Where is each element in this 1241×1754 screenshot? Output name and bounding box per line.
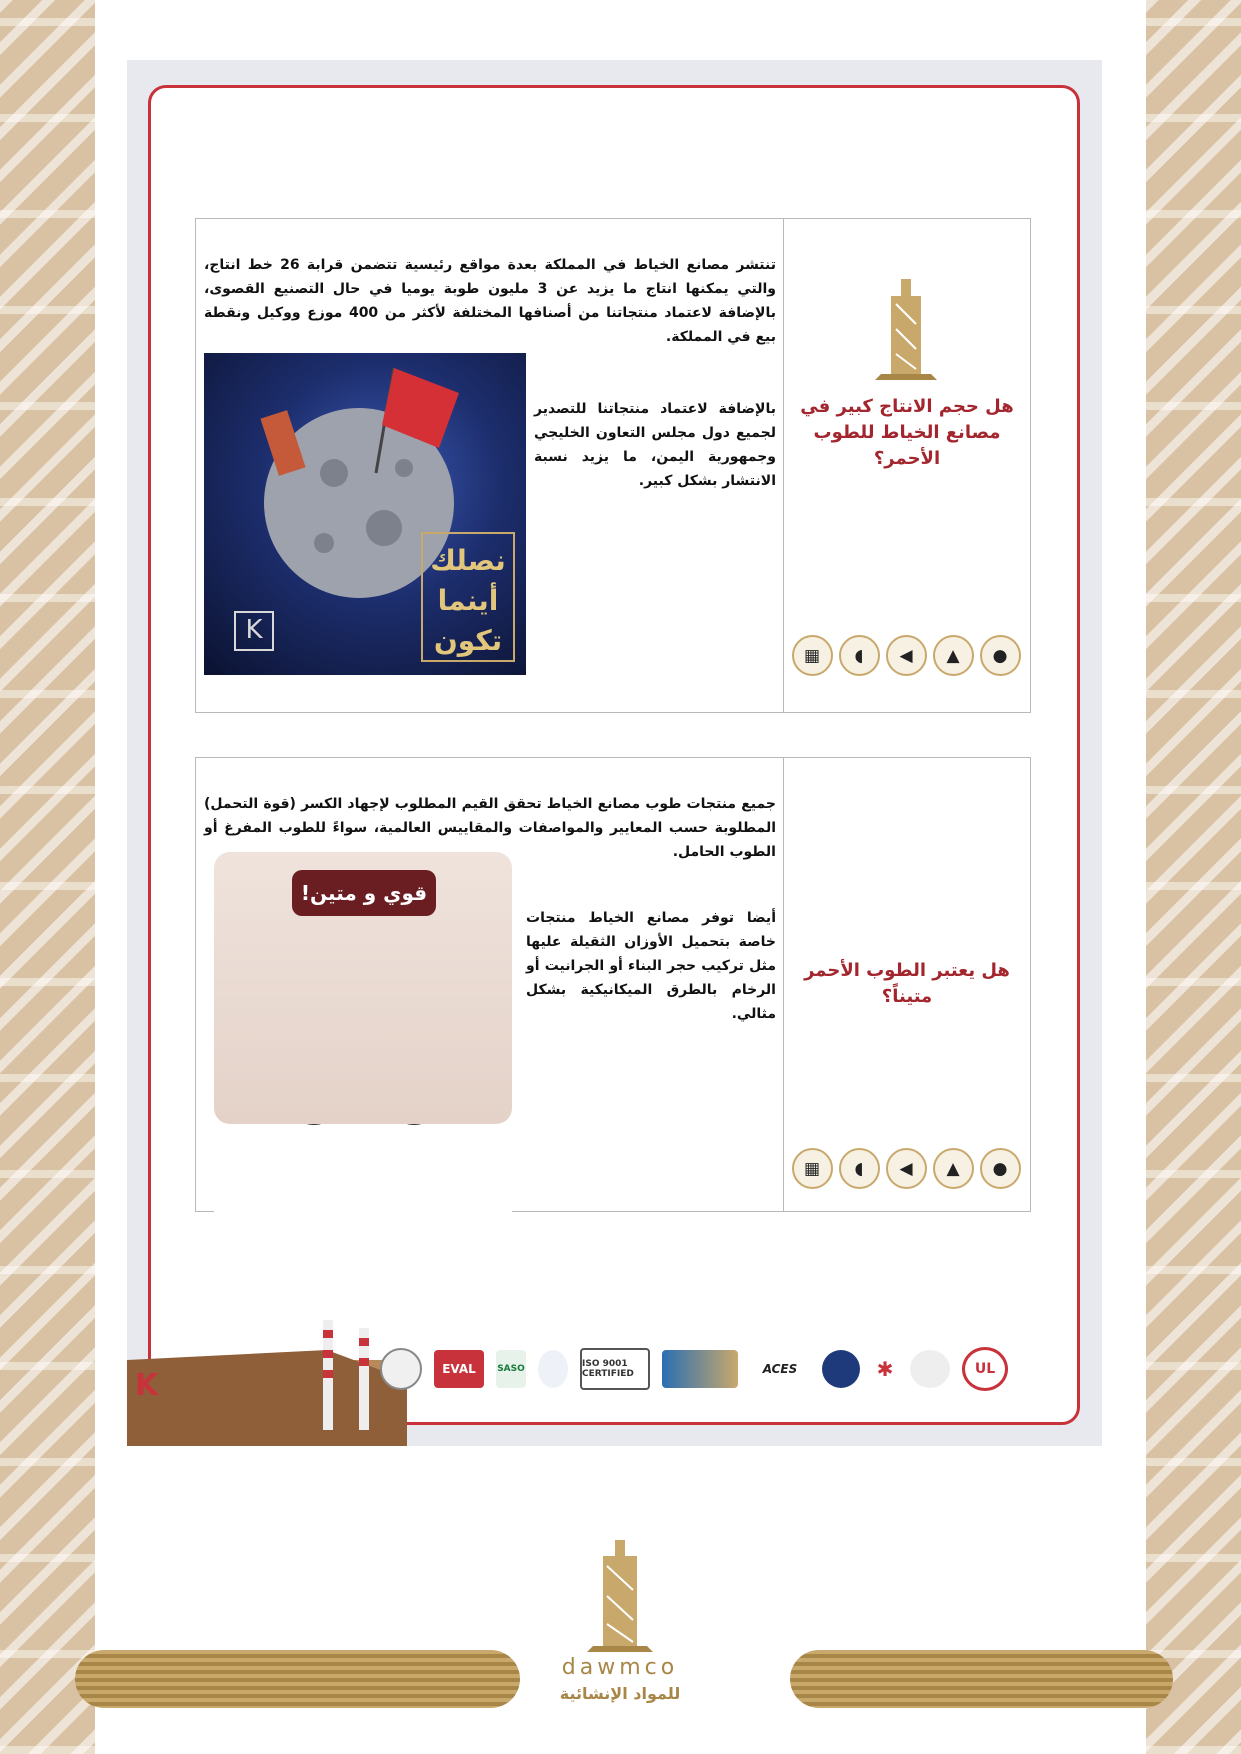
dawmco-logo-icon xyxy=(585,1538,655,1653)
insulation-icon: ▦ xyxy=(792,1148,833,1189)
faq-box-strength xyxy=(195,757,1031,1212)
sound-icon: ◀ xyxy=(886,635,927,676)
brand-name-latin: dawmco xyxy=(561,1655,679,1680)
company-logo-icon xyxy=(851,274,961,384)
question-production: هل حجم الانتاج كبير في مصانع الخياط للطوب الأحمر؟ xyxy=(800,396,1014,469)
box-divider xyxy=(783,219,784,712)
sound-icon: ◀ xyxy=(886,1148,927,1189)
fire-icon: ▲ xyxy=(933,635,974,676)
insulation-icon: ▦ xyxy=(792,635,833,676)
svg-text:K: K xyxy=(135,1368,159,1403)
feature-icons-row xyxy=(791,635,1021,676)
factory-photo xyxy=(127,1320,407,1446)
globe-logo-icon xyxy=(822,1350,860,1388)
paragraph-strength-main: جميع منتجات طوب مصانع الخياط تحقق القيم المطلوب لإجهاد الكسر (قوة التحمل) المطلوبة حسب المعايير والمواصفات والمقاييس العالمية، سواءً للطوب المفرغ أو الطوب الحامل. xyxy=(204,796,776,860)
right-decorative-border xyxy=(1146,0,1241,1754)
strong-brick-weightlifter-image xyxy=(214,852,512,1230)
paragraph-production-main: تنتشر مصانع الخياط في المملكة بعدة مواقع رئيسية تتضمن قرابة 26 خط انتاج، والتي يمكنها انتاج ما يزيد عن 3 مليون طوبة يوميا في حال التصنيع القصوى، بالإضافة لاعتماد منتجاتنا من أصنافها المختلفة لأكثر من 400 موزع ووكيل ونقطة بيع في المملكة. xyxy=(204,257,776,345)
seal-logo-icon xyxy=(380,1348,422,1390)
slogan-line-1: نصلك xyxy=(430,544,506,577)
left-decorative-border xyxy=(0,0,95,1754)
ul-logo: UL xyxy=(962,1347,1008,1391)
box-divider xyxy=(783,758,784,1211)
asteroid-flag-ad-image xyxy=(204,353,526,675)
bottom-right-stripe xyxy=(790,1650,1173,1708)
brand-name-arabic: للمواد الإنشائية xyxy=(559,1684,681,1703)
faq-box-production xyxy=(195,218,1031,713)
slogan-line-2: أينما xyxy=(437,584,499,617)
astm-logo-icon xyxy=(538,1350,568,1388)
arrows-logo-icon: ✱ xyxy=(876,1357,894,1381)
ear-icon: ◖ xyxy=(839,1148,880,1189)
drop-icon: ● xyxy=(980,1148,1021,1189)
eval-logo: EVAL xyxy=(434,1350,484,1388)
emblem-logo-icon xyxy=(910,1350,950,1388)
energy-label-logo xyxy=(662,1350,738,1388)
certifications-row xyxy=(380,1342,1080,1396)
strong-banner: قوي و متين! xyxy=(292,870,436,916)
question-strength: هل يعتبر الطوب الأحمر متيناً؟ xyxy=(804,960,1010,1007)
slogan-line-3: تكون xyxy=(433,624,503,657)
fire-icon: ▲ xyxy=(933,1148,974,1189)
brand-k-logo-icon: K xyxy=(234,611,274,651)
ear-icon: ◖ xyxy=(839,635,880,676)
drop-icon: ● xyxy=(980,635,1021,676)
saso-logo: SASO xyxy=(496,1350,526,1388)
feature-icons-row xyxy=(791,1148,1021,1189)
bottom-left-stripe xyxy=(75,1650,520,1708)
aces-logo: ACES xyxy=(762,1362,798,1376)
paragraph-production-export: بالإضافة لاعتماد منتجاتنا للتصدير لجميع دول مجلس التعاون الخليجي وجمهورية اليمن، ما يزيد نسبة الانتشار بشكل كبير. xyxy=(534,401,776,489)
iso-logo: ISO 9001 CERTIFIED xyxy=(580,1348,650,1390)
paragraph-strength-heavy-loads: أيضا توفر مصانع الخياط منتجات خاصة بتحميل الأوزان الثقيلة عليها مثل تركيب حجر البناء أو الجرانيت أو الرخام بالطرق الميكانيكية بشكل مثالي. xyxy=(526,910,776,1022)
